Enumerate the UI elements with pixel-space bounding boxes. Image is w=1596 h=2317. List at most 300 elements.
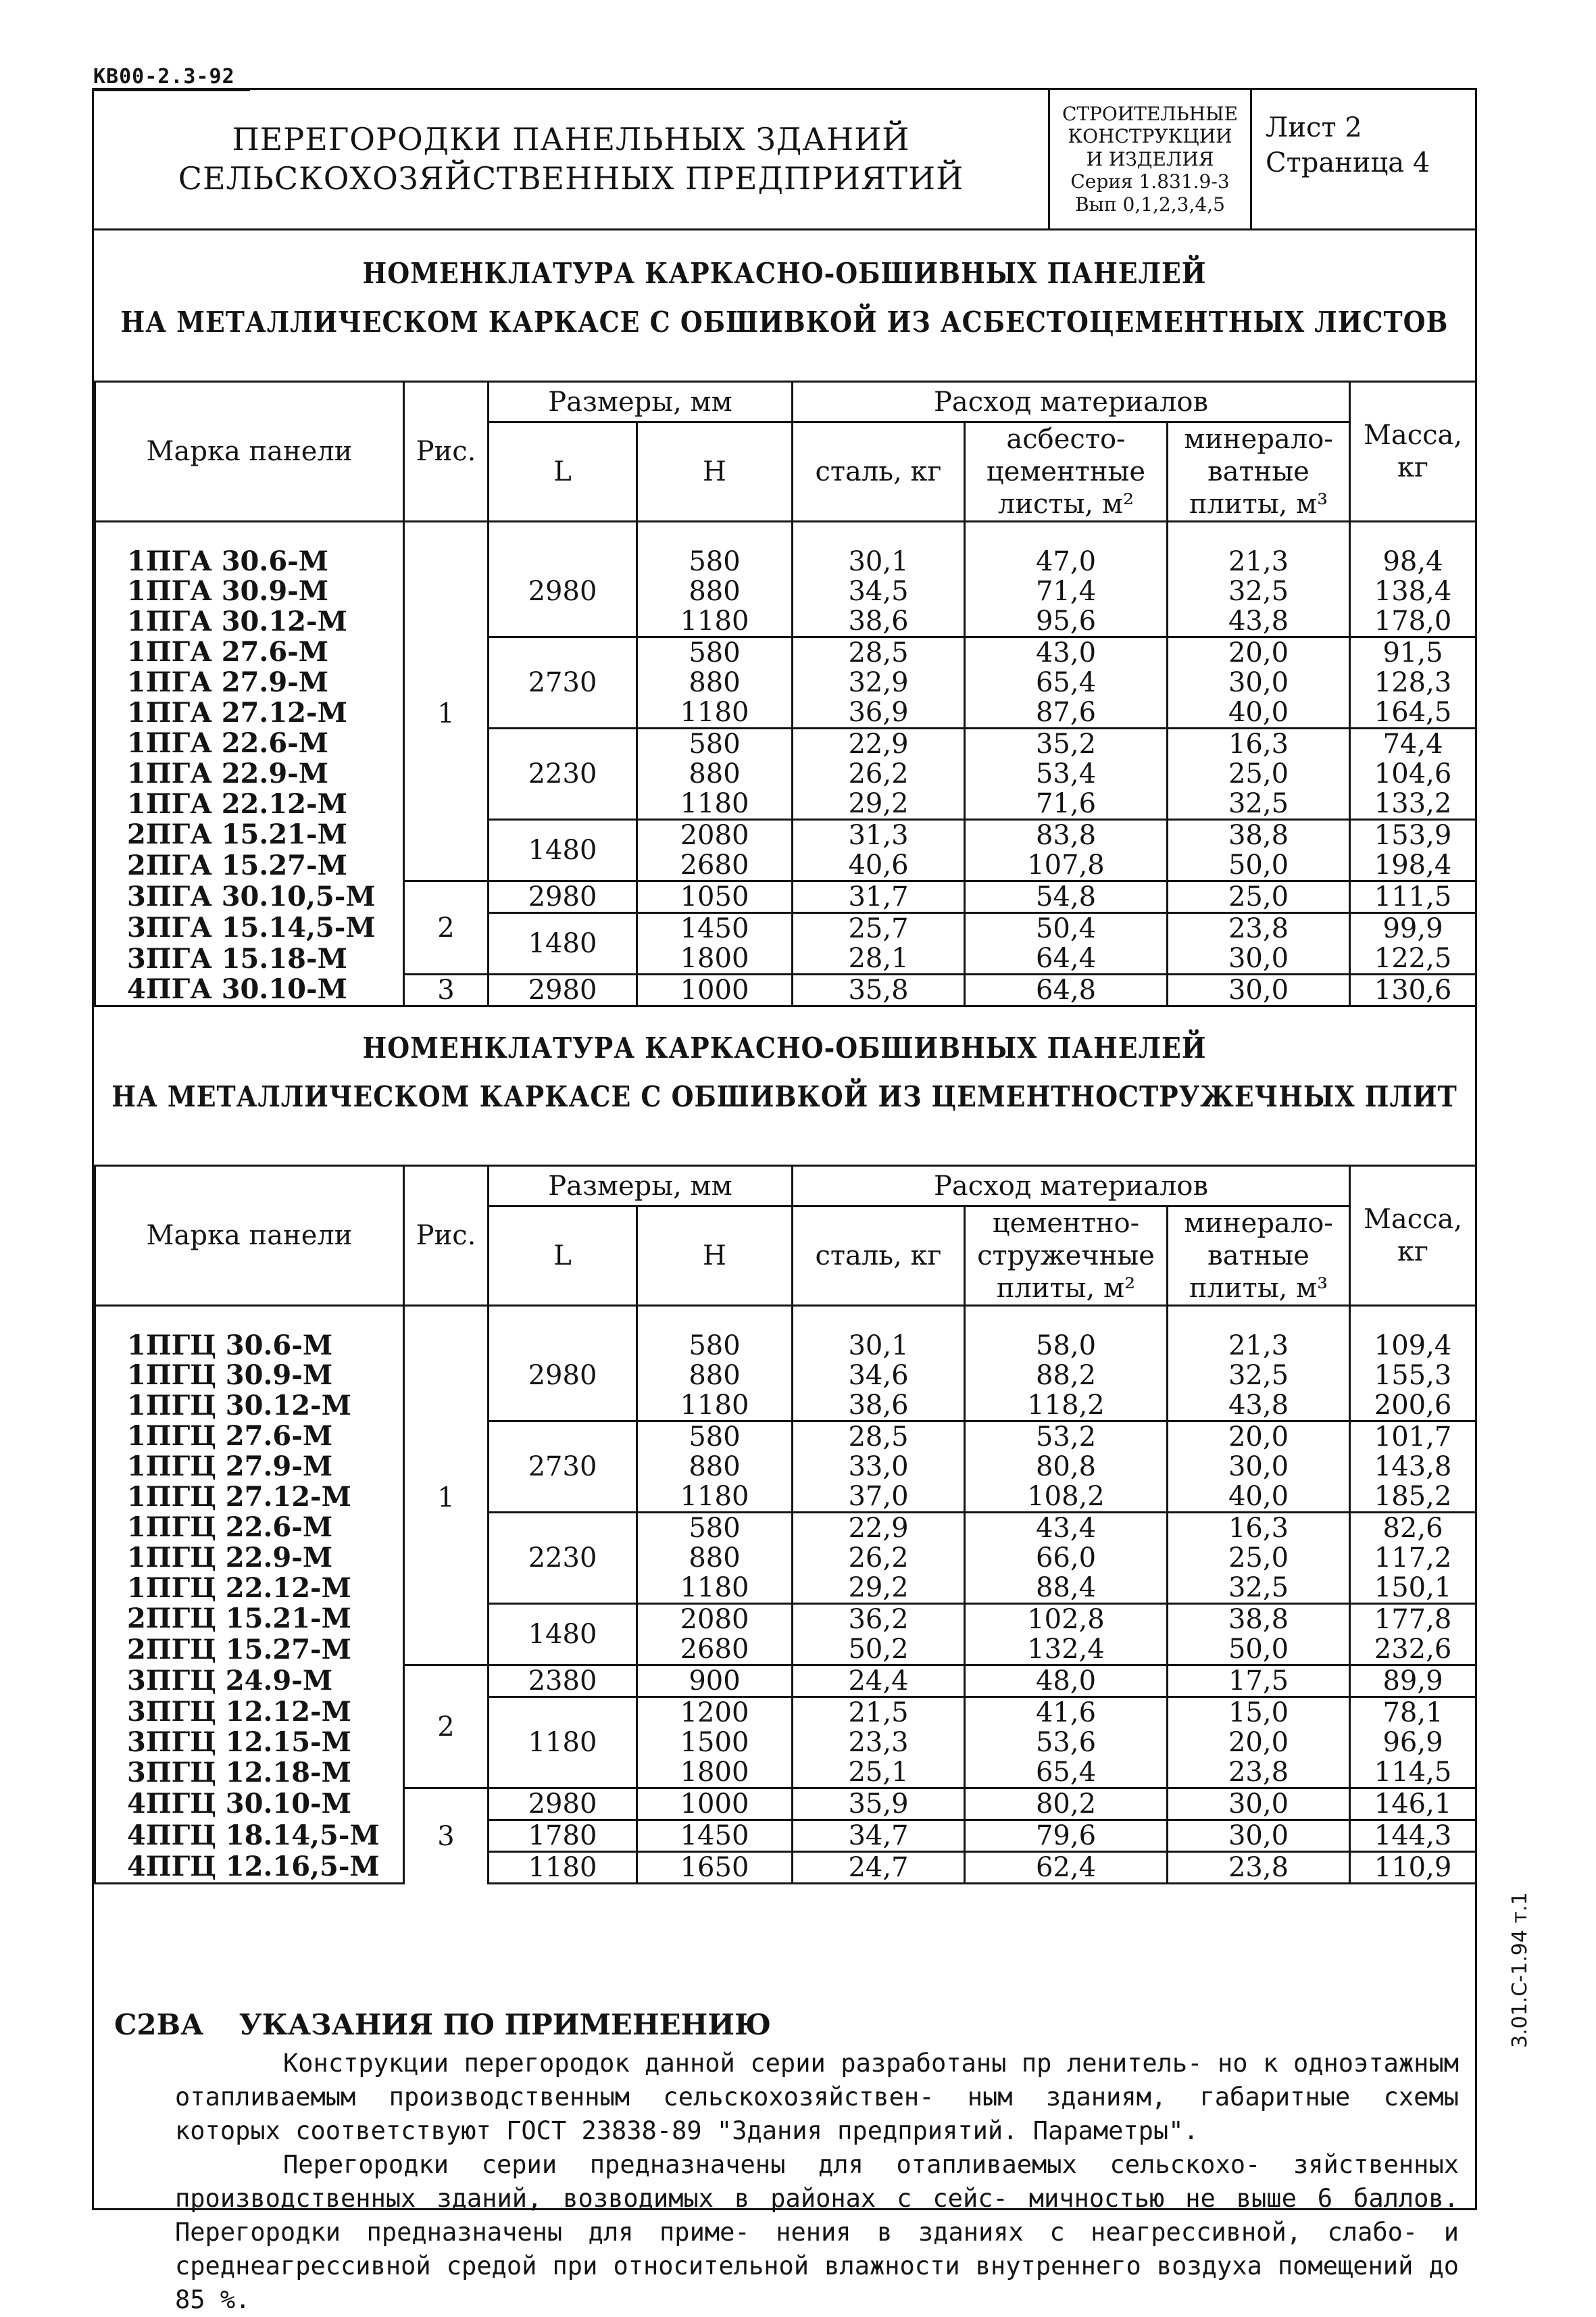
cell-steel: 33,0 — [793, 1452, 965, 1482]
cell-fig: 2 — [404, 881, 489, 975]
table2 — [94, 1165, 1477, 1884]
cell-steel: 30,1 — [793, 1306, 965, 1361]
cell-steel: 25,7 — [793, 913, 965, 944]
cell-sheet-material: 71,6 — [965, 789, 1168, 820]
cell-mineral: 50,0 — [1168, 1634, 1350, 1665]
table-row — [95, 637, 1476, 668]
cell-sheet-material: 53,2 — [965, 1421, 1168, 1453]
cell-mark: 1ПГЦ 27.6-М — [95, 1421, 404, 1453]
cell-mark: 1ПГЦ 30.9-М — [95, 1361, 404, 1390]
cell-H: 1450 — [637, 1820, 793, 1852]
col-header-H: H — [637, 1206, 793, 1306]
cell-mass: 111,5 — [1350, 881, 1476, 913]
cell-mark: 4ПГЦ 18.14,5-М — [95, 1820, 404, 1852]
cell-mark: 1ПГЦ 30.6-М — [95, 1306, 404, 1361]
cell-mass: 178,0 — [1350, 606, 1476, 637]
cell-L: 2980 — [489, 881, 637, 913]
cell-L: 1780 — [489, 1820, 637, 1852]
cell-mass: 96,9 — [1350, 1728, 1476, 1757]
cell-mark: 1ПГЦ 22.12-М — [95, 1573, 404, 1604]
cell-mineral: 30,0 — [1168, 1820, 1350, 1852]
cell-H: 1050 — [637, 881, 793, 913]
cell-H: 900 — [637, 1665, 793, 1697]
cell-H: 2080 — [637, 1604, 793, 1635]
cell-L: 2730 — [489, 637, 637, 729]
cell-steel: 22,9 — [793, 729, 965, 760]
cell-L: 1180 — [489, 1697, 637, 1788]
col-header-mass: Масса, кг — [1350, 382, 1476, 522]
cell-mineral: 25,0 — [1168, 881, 1350, 913]
cell-mineral: 25,0 — [1168, 759, 1350, 789]
cell-sheet-material: 48,0 — [965, 1665, 1168, 1697]
cell-mineral: 38,8 — [1168, 1604, 1350, 1635]
table-row — [95, 789, 1476, 820]
title-block-title — [94, 90, 1048, 228]
page-frame — [92, 88, 1477, 2314]
col-header-consumption: Расход материалов — [793, 382, 1350, 422]
cell-L: 2230 — [489, 1513, 637, 1604]
table-row — [95, 1820, 1476, 1852]
cell-mineral: 30,0 — [1168, 1452, 1350, 1482]
document-code: КВ00-2.3-92 — [93, 65, 235, 89]
table-row — [95, 850, 1476, 881]
table-row — [95, 1306, 1476, 1361]
cell-sheet-material: 79,6 — [965, 1820, 1168, 1852]
cell-steel: 28,1 — [793, 944, 965, 975]
cell-mass: 99,9 — [1350, 913, 1476, 944]
cell-sheet-material: 108,2 — [965, 1482, 1168, 1513]
table-row — [95, 606, 1476, 637]
cell-mass: 78,1 — [1350, 1697, 1476, 1728]
cell-mineral: 40,0 — [1168, 698, 1350, 729]
col-header-sizes: Размеры, мм — [489, 1166, 793, 1206]
cell-steel: 34,7 — [793, 1820, 965, 1852]
cell-H: 1180 — [637, 1390, 793, 1421]
cell-H: 580 — [637, 1306, 793, 1361]
cell-mass: 155,3 — [1350, 1361, 1476, 1390]
cell-mark: 2ПГА 15.27-М — [95, 850, 404, 881]
cell-mark: 4ПГА 30.10-М — [95, 975, 404, 1006]
cell-H: 580 — [637, 522, 793, 577]
cell-mass: 114,5 — [1350, 1757, 1476, 1788]
cell-H: 580 — [637, 1421, 793, 1453]
table-row — [95, 522, 1476, 577]
cell-mineral: 32,5 — [1168, 1573, 1350, 1604]
cell-mark: 1ПГА 30.12-М — [95, 606, 404, 637]
cell-H: 880 — [637, 759, 793, 789]
cell-H: 580 — [637, 729, 793, 760]
cell-L: 1480 — [489, 913, 637, 975]
cell-L: 2230 — [489, 729, 637, 820]
cell-mineral: 20,0 — [1168, 637, 1350, 668]
cell-mass: 144,3 — [1350, 1820, 1476, 1852]
cell-mark: 1ПГА 27.6-М — [95, 637, 404, 668]
cell-fig: 1 — [404, 522, 489, 881]
table-row — [95, 1543, 1476, 1573]
cell-mineral: 23,8 — [1168, 1852, 1350, 1884]
cell-steel: 24,4 — [793, 1665, 965, 1697]
table-row — [95, 1697, 1476, 1728]
table2-heading-line-2: НА МЕТАЛЛИЧЕСКОМ КАРКАСЕ С ОБШИВКОЙ ИЗ ЦЕМЕНТНОСТРУЖЕЧНЫХ ПЛИТ — [111, 1080, 1457, 1113]
cell-mark: 1ПГА 22.12-М — [95, 789, 404, 820]
cell-sheet-material: 107,8 — [965, 850, 1168, 881]
cell-mineral: 30,0 — [1168, 975, 1350, 1006]
col-header-chipboard-plates: цементно-стружечные плиты, м² — [965, 1206, 1168, 1306]
usage-code: С2ВА — [114, 2008, 204, 2041]
cell-steel: 37,0 — [793, 1482, 965, 1513]
cell-fig: 3 — [404, 1788, 489, 1884]
cell-steel: 29,2 — [793, 1573, 965, 1604]
table-row — [95, 820, 1476, 851]
cell-H: 880 — [637, 668, 793, 698]
cell-mass: 104,6 — [1350, 759, 1476, 789]
cell-H: 2680 — [637, 1634, 793, 1665]
cell-mass: 82,6 — [1350, 1513, 1476, 1544]
cell-steel: 35,9 — [793, 1788, 965, 1820]
cell-mark: 1ПГЦ 22.6-М — [95, 1513, 404, 1544]
cell-mineral: 20,0 — [1168, 1728, 1350, 1757]
cell-mark: 1ПГЦ 27.9-М — [95, 1452, 404, 1482]
cell-mass: 130,6 — [1350, 975, 1476, 1006]
cell-sheet-material: 88,4 — [965, 1573, 1168, 1604]
cell-sheet-material: 64,4 — [965, 944, 1168, 975]
cell-steel: 25,1 — [793, 1757, 965, 1788]
cell-mass: 128,3 — [1350, 668, 1476, 698]
cell-mineral: 25,0 — [1168, 1543, 1350, 1573]
cell-steel: 38,6 — [793, 1390, 965, 1421]
cell-sheet-material: 80,2 — [965, 1788, 1168, 1820]
cell-mass: 109,4 — [1350, 1306, 1476, 1361]
cell-mineral: 38,8 — [1168, 820, 1350, 851]
cell-steel: 23,3 — [793, 1728, 965, 1757]
table1-heading — [94, 249, 1475, 347]
cell-mass: 143,8 — [1350, 1452, 1476, 1482]
cell-H: 1180 — [637, 606, 793, 637]
cell-sheet-material: 43,4 — [965, 1513, 1168, 1544]
cell-mass: 232,6 — [1350, 1634, 1476, 1665]
cell-H: 1450 — [637, 913, 793, 944]
cell-mass: 198,4 — [1350, 850, 1476, 881]
cell-mass: 89,9 — [1350, 1665, 1476, 1697]
cell-mark: 3ПГА 30.10,5-М — [95, 881, 404, 913]
cell-H: 1650 — [637, 1852, 793, 1884]
cell-sheet-material: 58,0 — [965, 1306, 1168, 1361]
cell-mark: 1ПГА 30.9-М — [95, 577, 404, 606]
cell-mass: 177,8 — [1350, 1604, 1476, 1635]
cell-H: 580 — [637, 637, 793, 668]
usage-heading: УКАЗАНИЯ ПО ПРИМЕНЕНИЮ — [239, 2008, 772, 2041]
usage-paragraph-2: Перегородки серии предназначены для отапливаемых сельскохо- зяйственных производственных зданий, возводимых в районах с сейс- мичностью не выше 6 баллов. Перегородки предназначены для приме- нения в зданиях с неагрессивной, слабо- и среднеагрессивной средой при относительной влажности внутреннего воздуха помещений до 85 %. — [175, 2150, 1459, 2314]
table-row — [95, 759, 1476, 789]
col-header-H: H — [637, 422, 793, 522]
cell-sheet-material: 87,6 — [965, 698, 1168, 729]
cell-mark: 3ПГА 15.18-М — [95, 944, 404, 975]
cell-sheet-material: 83,8 — [965, 820, 1168, 851]
cell-H: 1200 — [637, 1697, 793, 1728]
cell-mineral: 30,0 — [1168, 944, 1350, 975]
cell-sheet-material: 65,4 — [965, 668, 1168, 698]
cell-sheet-material: 53,4 — [965, 759, 1168, 789]
cell-steel: 34,6 — [793, 1361, 965, 1390]
cell-mark: 1ПГА 30.6-М — [95, 522, 404, 577]
cell-H: 1000 — [637, 975, 793, 1006]
cell-steel: 26,2 — [793, 759, 965, 789]
cell-steel: 50,2 — [793, 1634, 965, 1665]
cell-mark: 3ПГЦ 12.12-М — [95, 1697, 404, 1728]
col-header-mark: Марка панели — [95, 1166, 404, 1306]
cell-steel: 21,5 — [793, 1697, 965, 1728]
title-block-series — [1048, 90, 1252, 228]
cell-mark: 1ПГА 27.9-М — [95, 668, 404, 698]
cell-fig: 3 — [404, 975, 489, 1006]
cell-L: 2980 — [489, 1306, 637, 1421]
cell-sheet-material: 71,4 — [965, 577, 1168, 606]
cell-steel: 26,2 — [793, 1543, 965, 1573]
cell-fig: 1 — [404, 1306, 489, 1665]
cell-mark: 3ПГЦ 12.15-М — [95, 1728, 404, 1757]
cell-mark: 4ПГЦ 12.16,5-М — [95, 1852, 404, 1884]
table-row — [95, 944, 1476, 975]
table1-heading-line-2: НА МЕТАЛЛИЧЕСКОМ КАРКАСЕ С ОБШИВКОЙ ИЗ АСБЕСТОЦЕМЕНТНЫХ ЛИСТОВ — [120, 306, 1449, 339]
cell-mark: 2ПГА 15.21-М — [95, 820, 404, 851]
cell-mark: 3ПГЦ 24.9-М — [95, 1665, 404, 1697]
cell-H: 1180 — [637, 1573, 793, 1604]
cell-sheet-material: 54,8 — [965, 881, 1168, 913]
cell-H: 2080 — [637, 820, 793, 851]
cell-sheet-material: 41,6 — [965, 1697, 1168, 1728]
col-header-mark: Марка панели — [95, 382, 404, 522]
cell-fig: 2 — [404, 1665, 489, 1788]
cell-mineral: 30,0 — [1168, 1788, 1350, 1820]
cell-mineral: 30,0 — [1168, 668, 1350, 698]
cell-mineral: 15,0 — [1168, 1697, 1350, 1728]
col-header-asbestos-sheets: асбесто-цементные листы, м² — [965, 422, 1168, 522]
cell-mass: 200,6 — [1350, 1390, 1476, 1421]
cell-sheet-material: 53,6 — [965, 1728, 1168, 1757]
cell-mass: 117,2 — [1350, 1543, 1476, 1573]
cell-mass: 74,4 — [1350, 729, 1476, 760]
table-row — [95, 1728, 1476, 1757]
series-line-2: КОНСТРУКЦИИ — [1068, 125, 1232, 148]
cell-sheet-material: 88,2 — [965, 1361, 1168, 1390]
col-header-mineral-plates: минерало-ватные плиты, м³ — [1168, 422, 1350, 522]
cell-mineral: 43,8 — [1168, 1390, 1350, 1421]
title-line-2: СЕЛЬСКОХОЗЯЙСТВЕННЫХ ПРЕДПРИЯТИЙ — [178, 160, 964, 197]
cell-L: 1480 — [489, 820, 637, 881]
cell-steel: 28,5 — [793, 1421, 965, 1453]
table-row — [95, 1852, 1476, 1884]
cell-sheet-material: 95,6 — [965, 606, 1168, 637]
cell-mass: 146,1 — [1350, 1788, 1476, 1820]
table-row — [95, 1452, 1476, 1482]
table-row — [95, 1757, 1476, 1788]
cell-mass: 98,4 — [1350, 522, 1476, 577]
cell-L: 1180 — [489, 1852, 637, 1884]
col-header-steel: сталь, кг — [793, 422, 965, 522]
table-row — [95, 1421, 1476, 1453]
title-block-sheet — [1252, 90, 1475, 228]
series-line-5: Вып 0,1,2,3,4,5 — [1075, 193, 1225, 216]
cell-mineral: 20,0 — [1168, 1421, 1350, 1453]
cell-mineral: 50,0 — [1168, 850, 1350, 881]
page-number: Страница 4 — [1266, 147, 1430, 178]
col-header-fig: Рис. — [404, 382, 489, 522]
col-header-consumption: Расход материалов — [793, 1166, 1350, 1206]
cell-steel: 32,9 — [793, 668, 965, 698]
series-line-3: И ИЗДЕЛИЯ — [1086, 147, 1214, 170]
table-row — [95, 1665, 1476, 1697]
table2-heading-line-1: НОМЕНКЛАТУРА КАРКАСНО-ОБШИВНЫХ ПАНЕЛЕЙ — [362, 1031, 1207, 1065]
cell-mineral: 32,5 — [1168, 577, 1350, 606]
cell-steel: 28,5 — [793, 637, 965, 668]
cell-L: 1480 — [489, 1604, 637, 1665]
cell-mineral: 32,5 — [1168, 1361, 1350, 1390]
cell-sheet-material: 80,8 — [965, 1452, 1168, 1482]
usage-paragraph-1: Конструкции перегородок данной серии разработаны пр ленитель- но к одноэтажным отапливаемым производственным сельскохозяйствен- ным зданиям, габаритные схемы которых соответствуют ГОСТ 23838-89 "Здания предприятий. Параметры". — [175, 2049, 1459, 2145]
table-row — [95, 668, 1476, 698]
cell-mass: 138,4 — [1350, 577, 1476, 606]
col-header-steel: сталь, кг — [793, 1206, 965, 1306]
cell-sheet-material: 62,4 — [965, 1852, 1168, 1884]
cell-H: 880 — [637, 577, 793, 606]
cell-mineral: 21,3 — [1168, 522, 1350, 577]
table2-heading — [94, 1024, 1475, 1121]
cell-L: 2980 — [489, 975, 637, 1006]
col-header-mineral-plates: минерало-ватные плиты, м³ — [1168, 1206, 1350, 1306]
table-row — [95, 881, 1476, 913]
title-block — [94, 90, 1475, 230]
cell-H: 1800 — [637, 1757, 793, 1788]
cell-mineral: 16,3 — [1168, 729, 1350, 760]
table-row — [95, 1390, 1476, 1421]
usage-heading-row — [114, 2008, 1459, 2041]
cell-mass: 101,7 — [1350, 1421, 1476, 1453]
col-header-fig: Рис. — [404, 1166, 489, 1306]
cell-steel: 22,9 — [793, 1513, 965, 1544]
table-row — [95, 698, 1476, 729]
cell-sheet-material: 50,4 — [965, 913, 1168, 944]
col-header-sizes: Размеры, мм — [489, 382, 793, 422]
title-line-1: ПЕРЕГОРОДКИ ПАНЕЛЬНЫХ ЗДАНИЙ — [232, 121, 910, 157]
cell-H: 880 — [637, 1543, 793, 1573]
cell-sheet-material: 43,0 — [965, 637, 1168, 668]
cell-H: 880 — [637, 1452, 793, 1482]
cell-mass: 110,9 — [1350, 1852, 1476, 1884]
table1-heading-line-1: НОМЕНКЛАТУРА КАРКАСНО-ОБШИВНЫХ ПАНЕЛЕЙ — [362, 257, 1207, 290]
cell-H: 1500 — [637, 1728, 793, 1757]
table-row — [95, 1482, 1476, 1513]
cell-mass: 122,5 — [1350, 944, 1476, 975]
table-row — [95, 1513, 1476, 1544]
cell-mark: 1ПГЦ 22.9-М — [95, 1543, 404, 1573]
cell-sheet-material: 66,0 — [965, 1543, 1168, 1573]
cell-sheet-material: 64,8 — [965, 975, 1168, 1006]
cell-mineral: 23,8 — [1168, 1757, 1350, 1788]
table-row — [95, 1788, 1476, 1820]
cell-sheet-material: 102,8 — [965, 1604, 1168, 1635]
cell-steel: 31,3 — [793, 820, 965, 851]
cell-steel: 40,6 — [793, 850, 965, 881]
sheet-number: Лист 2 — [1266, 112, 1362, 143]
cell-sheet-material: 47,0 — [965, 522, 1168, 577]
cell-sheet-material: 132,4 — [965, 1634, 1168, 1665]
cell-steel: 36,2 — [793, 1604, 965, 1635]
cell-mineral: 21,3 — [1168, 1306, 1350, 1361]
cell-steel: 38,6 — [793, 606, 965, 637]
table-row — [95, 1361, 1476, 1390]
cell-mark: 1ПГА 22.6-М — [95, 729, 404, 760]
col-header-L: L — [489, 422, 637, 522]
cell-mark: 3ПГЦ 12.18-М — [95, 1757, 404, 1788]
cell-H: 1000 — [637, 1788, 793, 1820]
cell-steel: 24,7 — [793, 1852, 965, 1884]
cell-mark: 2ПГЦ 15.27-М — [95, 1634, 404, 1665]
cell-steel: 30,1 — [793, 522, 965, 577]
table-row — [95, 1634, 1476, 1665]
cell-mark: 4ПГЦ 30.10-М — [95, 1788, 404, 1820]
cell-H: 1800 — [637, 944, 793, 975]
cell-mark: 2ПГЦ 15.21-М — [95, 1604, 404, 1635]
cell-sheet-material: 65,4 — [965, 1757, 1168, 1788]
cell-mark: 1ПГЦ 27.12-М — [95, 1482, 404, 1513]
cell-mark: 1ПГЦ 30.12-М — [95, 1390, 404, 1421]
cell-H: 1180 — [637, 789, 793, 820]
cell-sheet-material: 35,2 — [965, 729, 1168, 760]
cell-H: 1180 — [637, 698, 793, 729]
series-line-1: СТРОИТЕЛЬНЫЕ — [1062, 102, 1239, 125]
cell-mark: 3ПГА 15.14,5-М — [95, 913, 404, 944]
cell-mass: 133,2 — [1350, 789, 1476, 820]
cell-mineral: 40,0 — [1168, 1482, 1350, 1513]
cell-steel: 35,8 — [793, 975, 965, 1006]
cell-L: 2730 — [489, 1421, 637, 1513]
cell-mark: 1ПГА 22.9-М — [95, 759, 404, 789]
usage-section — [114, 2008, 1459, 2317]
cell-mass: 91,5 — [1350, 637, 1476, 668]
table1 — [94, 381, 1477, 1007]
col-header-L: L — [489, 1206, 637, 1306]
cell-H: 880 — [637, 1361, 793, 1390]
cell-L: 2980 — [489, 1788, 637, 1820]
table-row — [95, 1573, 1476, 1604]
cell-steel: 29,2 — [793, 789, 965, 820]
cell-H: 580 — [637, 1513, 793, 1544]
cell-mass: 150,1 — [1350, 1573, 1476, 1604]
cell-H: 1180 — [637, 1482, 793, 1513]
table-row — [95, 975, 1476, 1006]
cell-mineral: 23,8 — [1168, 913, 1350, 944]
cell-mass: 185,2 — [1350, 1482, 1476, 1513]
cell-H: 2680 — [637, 850, 793, 881]
series-line-4: Серия 1.831.9-3 — [1070, 170, 1230, 193]
cell-steel: 31,7 — [793, 881, 965, 913]
table-row — [95, 577, 1476, 606]
cell-L: 2380 — [489, 1665, 637, 1697]
cell-mineral: 17,5 — [1168, 1665, 1350, 1697]
cell-mark: 1ПГА 27.12-М — [95, 698, 404, 729]
cell-mass: 164,5 — [1350, 698, 1476, 729]
table-row — [95, 913, 1476, 944]
cell-mineral: 16,3 — [1168, 1513, 1350, 1544]
side-note: 3.01.С-1.94 т.1 — [1508, 1892, 1532, 2048]
table-row — [95, 1604, 1476, 1635]
cell-mineral: 32,5 — [1168, 789, 1350, 820]
cell-steel: 36,9 — [793, 698, 965, 729]
cell-steel: 34,5 — [793, 577, 965, 606]
cell-L: 2980 — [489, 522, 637, 637]
cell-sheet-material: 118,2 — [965, 1390, 1168, 1421]
cell-mass: 153,9 — [1350, 820, 1476, 851]
